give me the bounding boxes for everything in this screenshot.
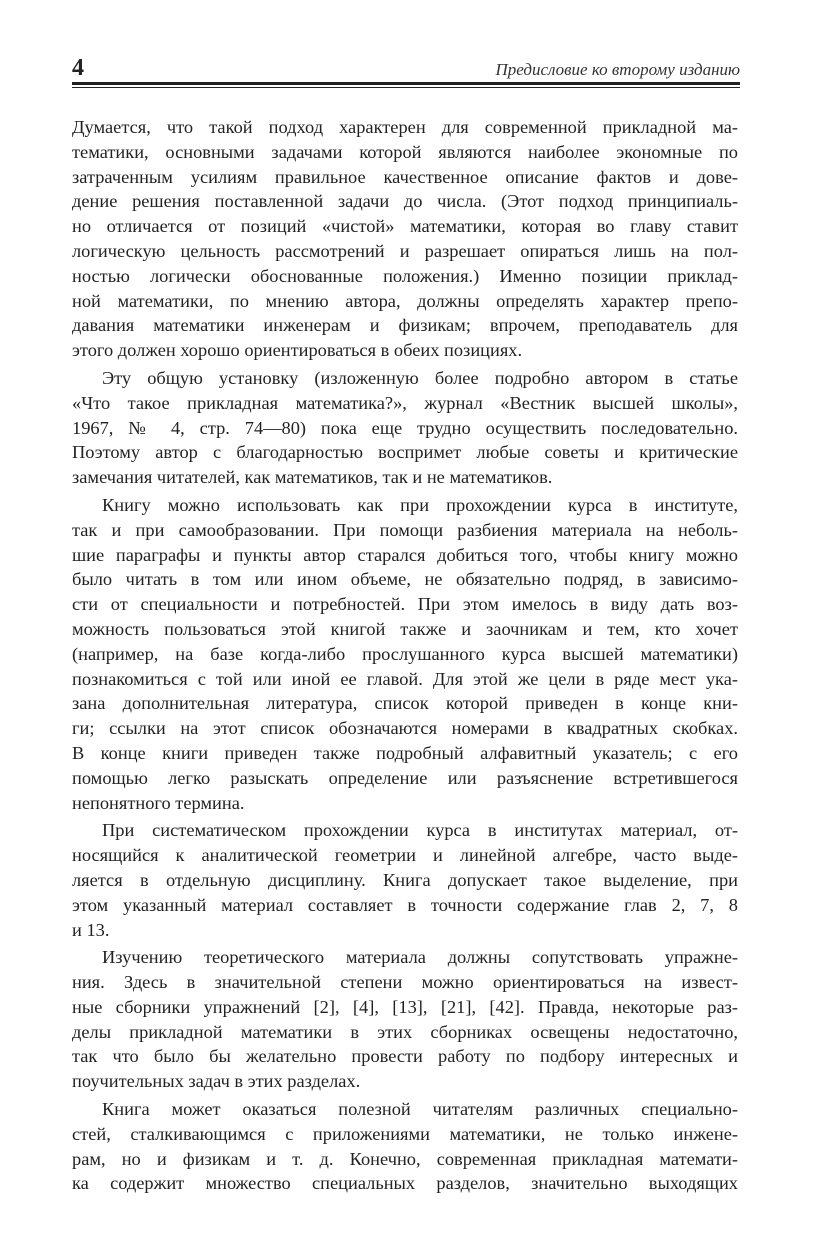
text-line: ностью логически обоснованные положения.) Именно позиции приклад- [72,265,738,286]
text-line: Эту общую установку (изложенную более подробно автором в статье [102,367,738,388]
text-line: 1967, № 4, стр. 74—80) пока еще трудно осуществить последовательно. [72,417,738,438]
text-line: Изучению теоретического материала должны сопутствовать упражне- [102,947,738,968]
text-line: но отличается от позиций «чистой» математики, которая во главу ставит [72,216,738,237]
text-line: Книгу можно использовать как при прохождении курса в институте, [102,494,738,515]
text-line: «Что такое прикладная математика?», журнал «Вестник высшей школы», [72,392,738,413]
text-line: шие параграфы и пункты автор старался добиться того, чтобы книгу можно [72,544,738,565]
text-line: ка содержит множество специальных разделов, значительно выходящих [72,1173,738,1194]
paragraph [72,366,738,490]
text-line: можность пользоваться этой книгой также и заочникам и тем, кто хочет [72,618,738,639]
text-line: помощью легко разыскать определение или разъяснение встретившегося [72,767,738,788]
text-line: дение решения поставленной задачи до числа. (Этот подход принципиаль- [72,191,738,212]
text-line: Книга может оказаться полезной читателям различных специально- [102,1099,738,1120]
text-line: поучительных задач в этих разделах. [72,1071,361,1092]
text-line: В конце книги приведен также подробный алфавитный указатель; с его [72,742,738,763]
page-number: 4 [72,55,84,81]
paragraph [72,818,738,942]
text-line: давания математики инженерам и физикам; впрочем, преподаватель для [72,315,738,336]
text-line: зана дополнительная литература, список которой приведен в конце кни- [72,693,738,714]
text-line: стей, сталкивающимся с приложениями математики, не только инжене- [72,1123,738,1144]
running-title: Предисловие ко второму изданию [495,60,740,79]
paragraph [72,115,738,363]
text-line: ной математики, по мнению автора, должны определять характер препо- [72,290,738,311]
text-line: и 13. [72,919,110,940]
paragraph [72,493,738,815]
text-line: так и при самообразовании. При помощи разбиения материала на неболь- [72,519,738,540]
text-line: логическую цельность рассмотрений и разрешает опираться лишь на пол- [72,240,738,261]
text-line: ния. Здесь в значительной степени можно ориентироваться на извест- [72,972,738,993]
text-line: затраченным усилиям правильное качественное описание фактов и дове- [72,166,738,187]
paragraph [72,945,738,1094]
text-line: При систематическом прохождении курса в институтах материал, от- [102,820,738,841]
header-rule-thin [72,87,740,88]
text-line: ги; ссылки на этот список обозначаются номерами в квадратных скобках. [72,718,738,739]
text-line: Поэтому автор с благодарностью воспримет любые советы и критические [72,442,738,463]
text-line: тематики, основными задачами которой являются наиболее экономные по [72,141,738,162]
text-line: было читать в том или ином объеме, не обязательно подряд, в зависимо- [72,569,738,590]
text-line: познакомиться с той или иной ее главой. Для этой же цели в ряде мест ука- [72,668,738,689]
page-header [72,56,740,86]
text-line: делы прикладной математики в этих сборниках освещены недостаточно, [72,1021,738,1042]
paragraph [72,1097,738,1196]
text-line: ляется в отдельную дисциплину. Книга допускает такое выделение, при [72,869,738,890]
text-line: сти от специальности и потребностей. При этом имелось в виду дать воз- [72,594,738,615]
text-line: рам, но и физикам и т. д. Конечно, современная прикладная математи- [72,1148,738,1169]
text-line: (например, на базе когда-либо прослушанного курса высшей математики) [72,643,738,664]
body-text [72,115,738,1199]
text-line: непонятного термина. [72,792,245,813]
text-line: ные сборники упражнений [2], [4], [13], [21], [42]. Правда, некоторые раз- [72,996,738,1017]
header-rule-thick [72,82,740,85]
text-line: замечания читателей, как математиков, так и не математиков. [72,467,553,488]
text-line: Думается, что такой подход характерен для современной прикладной ма- [72,117,738,137]
text-line: так что было бы желательно провести работу по подбору интересных и [72,1046,738,1067]
text-line: носящийся к аналитической геометрии и линейной алгебре, часто выде- [72,845,738,866]
text-line: этом указанный материал составляет в точности содержание глав 2, 7, 8 [72,894,738,915]
text-line: этого должен хорошо ориентироваться в обеих позициях. [72,340,523,361]
